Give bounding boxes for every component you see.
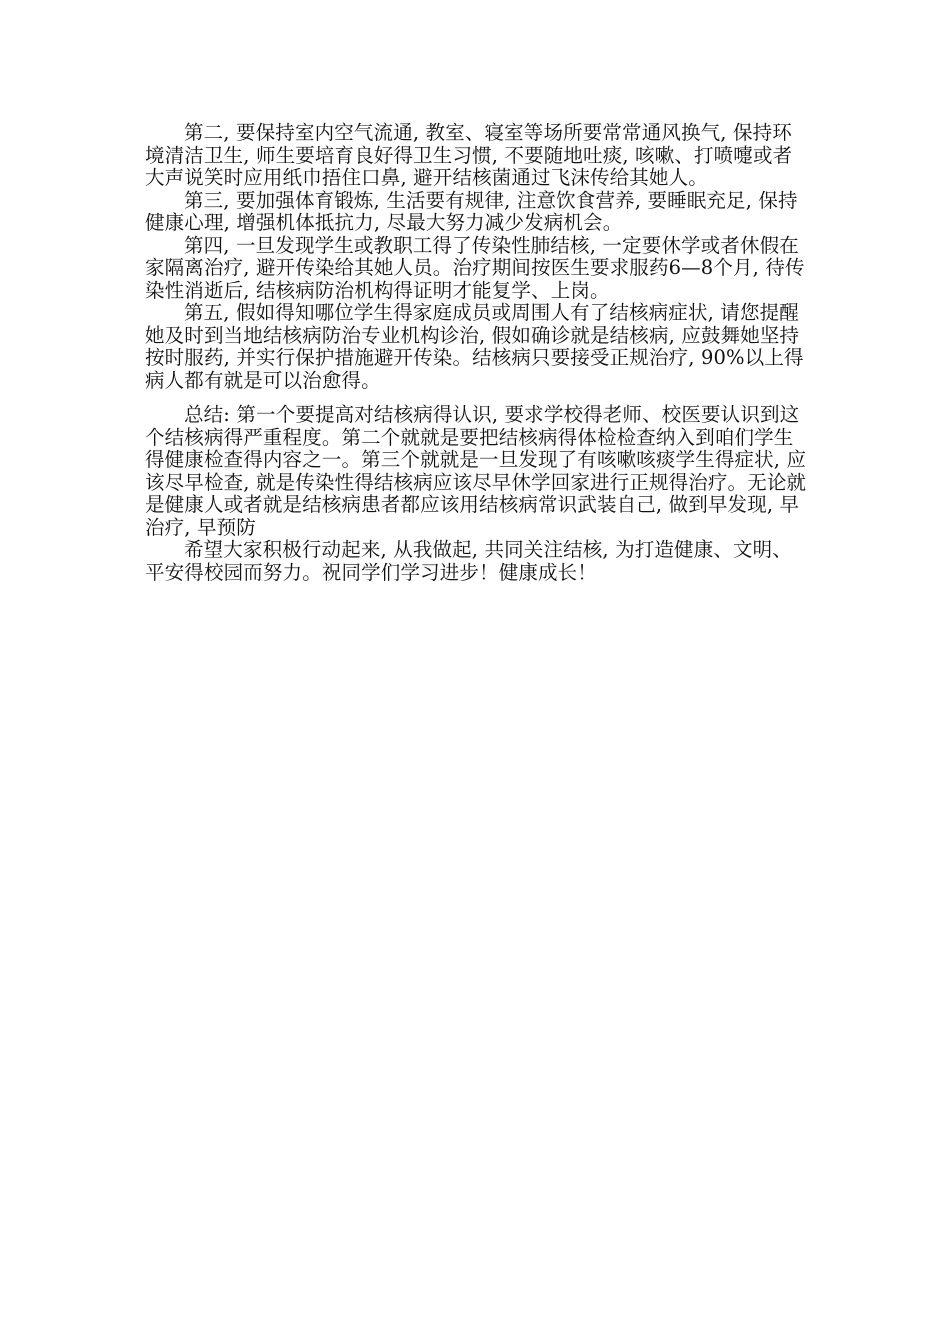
document-body [145, 122, 810, 584]
paragraph-exercise: 第三, 要加强体育锻炼, 生活要有规律, 注意饮食营养, 要睡眠充足, 保持健康心理, 增强机体抵抗力, 尽最大努力减少发病机会。 [145, 188, 798, 234]
paragraph-ventilation: 第二, 要保持室内空气流通, 教室、寝室等场所要常常通风换气, 保持环境清洁卫生, 师生要培育良好得卫生习惯, 不要随地吐痰, 咳嗽、打喷嚏或者大声说笑时应用纸巾捂住口鼻, 避开结核菌通过飞沫传给其她人。 [145, 121, 793, 189]
paragraph-family-symptoms: 第五, 假如得知哪位学生得家庭成员或周围人有了结核病症状, 请您提醒她及时到当地结核病防治专业机构诊治, 假如确诊就是结核病, 应鼓舞她坚持按时服药, 并实行保护措施避开传染。结核病只要接受正规治疗, 90%以上得病人都有就是可以治愈得。 [145, 301, 804, 392]
paragraph-summary: 总结: 第一个要提高对结核病得认识, 要求学校得老师、校医要认识到这个结核病得严重程度。第二个就就是要把结核病得体检检查纳入到咱们学生得健康检查得内容之一。第三个就就是一旦发现了有咳嗽咳痰学生得症状, 应该尽早检查, 就是传染性得结核病应该尽早休学回家进行正规得治疗。无论就是健康人或者就是结核病患者都应该用结核病常识武装自己, 做到早发现, 早治疗, 早预防 [145, 403, 807, 539]
paragraph-isolation: 第四, 一旦发现学生或教职工得了传染性肺结核, 一定要休学或者休假在家隔离治疗, 避开传染给其她人员。治疗期间按医生要求服药6—8个月, 待传染性消逝后, 结核病防治机构得证明才能复学、上岗。 [145, 233, 805, 302]
paragraph-closing: 希望大家积极行动起来, 从我做起, 共同关注结核, 为打造健康、文明、平安得校园而努力。祝同学们学习进步！健康成长！ [145, 538, 792, 584]
